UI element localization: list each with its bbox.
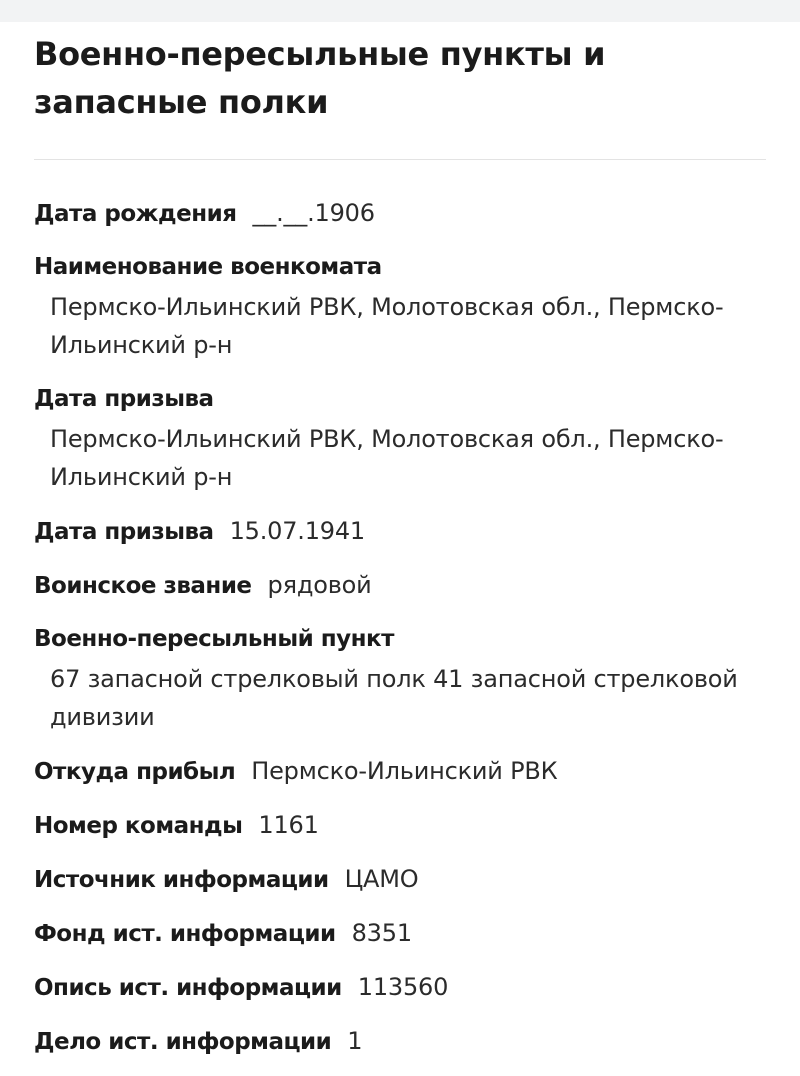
field-value: Пермско-Ильинский РВК, Молотовская обл., Пермско-Ильинский р-н xyxy=(50,293,724,359)
field-conscription-date xyxy=(34,512,766,550)
field-info-source xyxy=(34,860,766,898)
field-birth-date xyxy=(34,194,766,232)
field-value: рядовой xyxy=(267,571,372,599)
field-value: 1161 xyxy=(258,811,319,839)
field-label: Номер команды xyxy=(34,813,243,839)
record-fields xyxy=(34,194,766,1060)
title-divider xyxy=(34,159,766,160)
field-team-number xyxy=(34,806,766,844)
field-case xyxy=(34,1022,766,1060)
field-rank xyxy=(34,566,766,604)
field-value: 8351 xyxy=(351,919,412,947)
field-military-office xyxy=(34,248,766,364)
field-label: Дата призыва xyxy=(34,386,214,412)
field-value: ЦАМО xyxy=(344,865,419,893)
field-conscription-place xyxy=(34,380,766,496)
field-value: 113560 xyxy=(357,973,449,1001)
field-value: Пермско-Ильинский РВК, Молотовская обл., Пермско-Ильинский р-н xyxy=(50,425,724,491)
field-label: Источник информации xyxy=(34,867,329,893)
field-value: 67 запасной стрелковый полк 41 запасной стрелковой дивизии xyxy=(50,665,738,731)
field-fund xyxy=(34,914,766,952)
field-label: Наименование военкомата xyxy=(34,254,382,280)
field-label: Воинское звание xyxy=(34,573,252,599)
record-card xyxy=(0,22,800,1076)
field-label: Дело ист. информации xyxy=(34,1029,332,1055)
field-label: Фонд ист. информации xyxy=(34,921,336,947)
field-value: Пермско-Ильинский РВК xyxy=(251,757,558,785)
field-label: Военно-пересыльный пункт xyxy=(34,626,394,652)
field-value: 1 xyxy=(347,1027,363,1055)
card-title: Военно-пересыльные пункты и запасные полки xyxy=(34,35,606,121)
field-label: Дата рождения xyxy=(34,201,237,227)
field-label: Дата призыва xyxy=(34,519,214,545)
field-value: __.__.1906 xyxy=(252,199,375,227)
field-arrived-from xyxy=(34,752,766,790)
field-label: Откуда прибыл xyxy=(34,759,236,785)
field-inventory xyxy=(34,968,766,1006)
field-label: Опись ист. информации xyxy=(34,975,342,1001)
top-strip xyxy=(0,0,800,22)
field-value: 15.07.1941 xyxy=(229,517,365,545)
field-transit-point xyxy=(34,620,766,736)
